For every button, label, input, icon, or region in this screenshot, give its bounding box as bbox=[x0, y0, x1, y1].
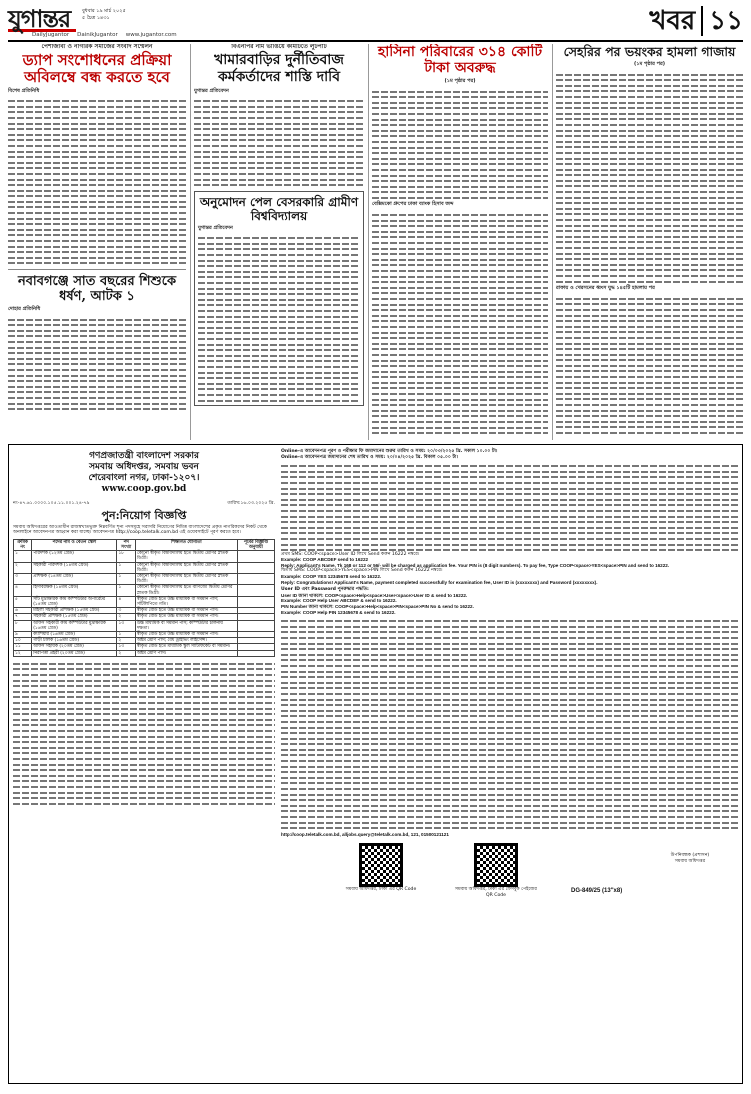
post-name: সহকারী পরিদর্শক (১৪তম গ্রেড) bbox=[32, 562, 117, 573]
post-count: ৩ bbox=[117, 608, 136, 614]
ad-footer bbox=[281, 843, 739, 903]
table-header-cell: শিক্ষাগত যোগ্যতা bbox=[135, 539, 237, 550]
story-body-text bbox=[372, 211, 548, 435]
ad-code: DG-849/25 (13"x8) bbox=[571, 888, 623, 895]
post-count: ১ bbox=[117, 574, 136, 585]
row-number: ১২ bbox=[14, 650, 32, 656]
masthead bbox=[8, 6, 743, 42]
date-bangla: ৫ চৈত্র ১৪৩১ bbox=[82, 15, 110, 21]
lost-userid-example: Example: COOP Help User ABCDEF & send to 16222. bbox=[281, 598, 397, 604]
sms-second: দ্বিতীয় SMS: COOP<space>YES<space>PIN লিখে Send করুন 16222 নম্বরে। bbox=[281, 568, 443, 574]
story-body-text bbox=[8, 97, 186, 265]
post-count: ১৮ bbox=[117, 551, 136, 562]
table-row bbox=[14, 585, 275, 596]
sms-first: প্রথম SMS: COOP<space>User ID লিখে Send করুন 16222 নম্বরে। bbox=[281, 551, 420, 557]
story-body-text bbox=[8, 316, 186, 411]
news-column-center-left bbox=[194, 44, 364, 440]
ad-memo: নং-৪৭.৬১.০০০০.১০৫.১১.০০১.২৪-৭৯ bbox=[13, 501, 90, 506]
story-body-text bbox=[556, 71, 743, 284]
table-row bbox=[14, 551, 275, 562]
date-block bbox=[82, 8, 152, 22]
story-body-text bbox=[556, 295, 743, 435]
row-number: ৩ bbox=[14, 574, 32, 585]
qr-code-icon bbox=[474, 843, 518, 887]
row-number: ৮ bbox=[14, 620, 32, 631]
post-name: মহিলা সহকারী প্রশিক্ষক (১৫তম গ্রেড) bbox=[32, 608, 117, 614]
news-area bbox=[8, 44, 743, 440]
story-kicker: বিএনপির নাম ভাঙিয়ে কমিটিতে লুটপাট bbox=[231, 44, 327, 50]
post-name: সহকারী প্রশিক্ষক (১৫তম গ্রেড) bbox=[32, 614, 117, 620]
signer-office: সমবায় অধিদপ্তর bbox=[674, 858, 706, 864]
story-body-text bbox=[194, 97, 364, 187]
row-number: ৯ bbox=[14, 632, 32, 638]
post-count: ১ bbox=[117, 562, 136, 573]
post-qualification: স্বীকৃত বোর্ড হতে উচ্চ মাধ্যমিক বা সমমান পাস। bbox=[135, 608, 237, 614]
story-body-text bbox=[372, 88, 548, 200]
post-name: অফিস সহায়ক (২০তম গ্রেড) bbox=[32, 644, 117, 650]
row-number: ২ bbox=[14, 562, 32, 573]
ad-government: গণপ্রজাতন্ত্রী বাংলাদেশ সরকার bbox=[89, 451, 199, 461]
row-number: ৪ bbox=[14, 585, 32, 596]
post-name: পরিদর্শক (১২তম গ্রেড) bbox=[32, 551, 117, 562]
story-subhead: বেক্সিমকো গ্রুপের ঢাকা ব্যাংক হিসাব জব্দ bbox=[372, 201, 454, 208]
story-byline: যুগান্তর প্রতিবেদন bbox=[194, 87, 229, 94]
row-number: ১১ bbox=[14, 644, 32, 650]
news-column-left bbox=[8, 44, 186, 440]
post-count: ১৩ bbox=[117, 644, 136, 650]
post-count: ৪ bbox=[117, 596, 136, 607]
qr-code-icon bbox=[359, 843, 403, 887]
sms-first-example: Example: COOP ABCDEF send to 16222 bbox=[281, 557, 369, 563]
post-qualification: স্বীকৃত বোর্ড হতে মাধ্যমিক স্কুল সার্টিফিকেট বা সমমান। bbox=[135, 644, 237, 650]
post-name: প্রশিক্ষক (১৪তম গ্রেড) bbox=[32, 574, 117, 585]
ad-website[interactable]: www.coop.gov.bd bbox=[101, 484, 187, 494]
table-header-cell: ক্রমিক নং bbox=[14, 539, 32, 550]
website-link[interactable]: www.jugantor.com bbox=[125, 32, 177, 38]
table-row bbox=[14, 650, 275, 656]
post-count: ২ bbox=[117, 650, 136, 656]
post-previous-note bbox=[237, 574, 274, 585]
ad-address: শেরেবাংলা নগর, ঢাকা-১২০৭। bbox=[88, 473, 200, 483]
post-previous-note bbox=[237, 620, 274, 631]
post-name: সাঁট মুদ্রাক্ষরিক কাম কম্পিউটার অপারেটর (১৪তম গ্রেড) bbox=[32, 596, 117, 607]
ad-memo-row bbox=[13, 501, 275, 507]
post-count: ২ bbox=[117, 614, 136, 620]
story-subhead: রাফায় ও খেরসনের ধ্বংস যুদ্ধ ১৪৫টি হামলায় পর bbox=[556, 285, 655, 292]
row-number: ১ bbox=[14, 551, 32, 562]
ad-conditions-text bbox=[13, 660, 275, 805]
post-qualification: কোনো স্বীকৃত বিশ্ববিদ্যালয় হতে বাণিজ্যে দ্বিতীয় শ্রেণির স্নাতক ডিগ্রী। bbox=[135, 585, 237, 596]
ad-left-column bbox=[13, 451, 275, 805]
table-row bbox=[14, 620, 275, 631]
ad-intro: সমবায় অধিদপ্তরের আওতাধীন রাজস্বখাতভুক্ত নিম্নবর্ণিত শূন্য পদসমূহে সরাসরি নিয়োগের নিমিত্ত বাংলাদেশের প্রকৃত নাগরিকদের নিকট থেকে অনলাইনে আবেদনপত্র আহ্বান করা যাচ্ছে। আবেদনপত্র http://coop.teletalk.com.bd এই ওয়েবসাইটে পূরণ করতে হবে। bbox=[13, 524, 267, 536]
post-previous-note bbox=[237, 650, 274, 656]
ad-date: তারিখ:১৬.০৩.২০২৫ খ্রি. bbox=[227, 501, 275, 506]
qr-caption: সমবায় অধিদপ্তর, ঢাকা এর ফেসবুক পেইজের QR Code bbox=[455, 887, 537, 898]
date-gregorian: বুধবার ১৯ মার্চ ২০২৫ bbox=[82, 8, 126, 14]
post-name: হিসাবরক্ষক (১৪তম গ্রেড) bbox=[32, 585, 117, 596]
social-link[interactable]: DainikJugantor bbox=[77, 32, 118, 38]
sms-second-reply: Reply: Congratulations! Applicant's Name, payment completed successfully for examination fee, User ID is (xxxxxxxx) and Password (xxxxxxxx). bbox=[281, 579, 598, 585]
contact-info[interactable]: http://coop.teletalk.com.bd, alljobs.query@teletalk.com.bd, 121, 01500121121 bbox=[281, 831, 449, 837]
story-box bbox=[194, 191, 364, 406]
post-qualification: কোনো স্বীকৃত বিশ্ববিদ্যালয় হতে দ্বিতীয় শ্রেণির স্নাতক ডিগ্রী। bbox=[135, 562, 237, 573]
post-qualification: কোনো স্বীকৃত বিশ্ববিদ্যালয় হতে দ্বিতীয় শ্রেণির স্নাতক ডিগ্রী। bbox=[135, 574, 237, 585]
table-row bbox=[14, 562, 275, 573]
ad-right-column bbox=[281, 449, 739, 903]
qr-block bbox=[341, 843, 421, 893]
section-name: খবর bbox=[649, 6, 696, 36]
post-count: ১ bbox=[117, 585, 136, 596]
row-number: ৬ bbox=[14, 608, 32, 614]
post-qualification: অষ্টম শ্রেণি পাস। bbox=[135, 650, 237, 656]
story-byline: দোহার প্রতিনিধি bbox=[8, 306, 41, 312]
post-count: ১ bbox=[117, 632, 136, 638]
post-previous-note bbox=[237, 551, 274, 562]
qr-block bbox=[451, 843, 541, 898]
row-number: ৫ bbox=[14, 596, 32, 607]
sms-first-reply: Reply: Applicant's Name, Tk 168 or 112 or 56/- will be charged as application fee. Your PIN is (8 digit numbers). To pay fee, Type COOP<space>YES<space>PIN and send to 16222. bbox=[281, 562, 670, 568]
story-byline: বিশেষ প্রতিনিধি bbox=[8, 87, 40, 94]
signer-title: উপনিবন্ধক (প্রশাসন) bbox=[670, 853, 710, 859]
story-byline: (১ম পৃষ্ঠার পর) bbox=[444, 78, 476, 84]
post-count: ২ bbox=[117, 638, 136, 644]
social-link[interactable]: DailyJugantor bbox=[32, 32, 70, 38]
post-qualification: স্বীকৃত বোর্ড হতে উচ্চ মাধ্যমিক বা সমমান পাস। bbox=[135, 614, 237, 620]
story-headline: নবাবগঞ্জে সাত বছরের শিশুকে ধর্ষণ, আটক ১ bbox=[17, 274, 177, 304]
posts-table-header bbox=[14, 539, 275, 550]
lost-pin-example: Example: COOP Help PIN 12345678 & send to 16222. bbox=[281, 609, 396, 615]
post-count: ১৩ bbox=[117, 620, 136, 631]
online-end: Online-এ আবেদনপত্র জমাদানের শেষ তারিখ ও সময়: ২০/০৪/২০২৫ খ্রি. বিকাল ০৫.০০ টা। bbox=[281, 454, 458, 460]
post-name: ক্যাশিয়ার (১৬তম গ্রেড) bbox=[32, 632, 117, 638]
post-previous-note bbox=[237, 562, 274, 573]
ad-office: সমবায় অধিদপ্তর, সমবায় ভবন bbox=[89, 462, 199, 472]
recruitment-advertisement bbox=[8, 444, 743, 1084]
post-qualification: স্বীকৃত বোর্ড হতে উচ্চ মাধ্যমিক বা সমমান পাস; সাঁটলিপিতে গতি। bbox=[135, 596, 237, 607]
qr-caption: সমবায় অধিদপ্তর, ঢাকা এর QR Code bbox=[345, 887, 417, 893]
lost-pin: PIN Number জানা থাকলে: COOP<space>Help<space>PIN<space>PIN No & send to 16222. bbox=[281, 604, 474, 610]
post-name: গাড়ী চালক (১৬তম গ্রেড) bbox=[32, 638, 117, 644]
story-headline: খামারবাড়ির দুর্নীতিবাজ কর্মকর্তাদের শাস্তি দাবি bbox=[214, 51, 344, 85]
lost-userid: User ID জানা থাকলে: COOP<space>Help<space>User<space>User ID & send to 16222. bbox=[281, 592, 468, 598]
newspaper-logo: যুগান্তর bbox=[8, 6, 76, 32]
post-name: নিরাপত্তা প্রহরী (২০তম গ্রেড) bbox=[32, 650, 117, 656]
table-row bbox=[14, 574, 275, 585]
post-qualification: অষ্টম শ্রেণি পাস; বৈধ ড্রাইভিং লাইসেন্স। bbox=[135, 638, 237, 644]
story-headline: হাসিনা পরিবারের ৩১৪ কোটি টাকা অবরুদ্ধ bbox=[377, 44, 543, 76]
table-header-cell: পদ সংখ্যা bbox=[117, 539, 136, 550]
social-links bbox=[32, 32, 177, 38]
post-qualification: উচ্চ মাধ্যমিক বা সমমান পাস; কম্পিউটার চালনায় দক্ষতা। bbox=[135, 620, 237, 631]
table-header-cell: পূর্বের বিজ্ঞপ্তি অনুযায়ী bbox=[237, 539, 274, 550]
row-number: ১০ bbox=[14, 638, 32, 644]
story-byline: যুগান্তর প্রতিবেদন bbox=[198, 224, 233, 231]
instructions-text bbox=[281, 617, 739, 830]
story-kicker: পেশাজীবী ও নাগরিক সমাজের সংবাদ সম্মেলন bbox=[41, 44, 153, 50]
news-column-right bbox=[556, 44, 743, 440]
ad-title: পুন:নিয়োগ বিজ্ঞপ্তি bbox=[101, 508, 187, 522]
row-number: ৭ bbox=[14, 614, 32, 620]
signature-block bbox=[645, 853, 735, 864]
section-tag bbox=[649, 6, 743, 36]
page-number: ১১ bbox=[701, 6, 743, 36]
table-header-cell: পদের নাম ও বেতন স্কেল bbox=[32, 539, 117, 550]
post-previous-note bbox=[237, 585, 274, 596]
story-headline: সেহরির পর ভয়ংকর হামলা গাজায় bbox=[563, 44, 736, 59]
sms-second-example: Example: COOP YES 12345678 send to 16222. bbox=[281, 574, 382, 580]
posts-table bbox=[13, 539, 275, 657]
story-headline: অনুমোদন পেল বেসরকারি গ্রামীণ বিশ্ববিদ্যালয় bbox=[199, 194, 359, 223]
news-column-center-right bbox=[372, 44, 548, 440]
online-start: Online-এ আবেদনপত্র পূরণ ও পরীক্ষার ফি জমাদানের শুরুর তারিখ ও সময়: ২০/০৩/২০২৫ খ্রি. সকাল ১০.০০ টা। bbox=[281, 449, 498, 454]
table-row bbox=[14, 596, 275, 607]
instructions-text bbox=[281, 462, 739, 552]
post-name: অফিস সহকারী কাম কম্পিউটার মুদ্রাক্ষরিক (১৬তম গ্রেড) bbox=[32, 620, 117, 631]
post-qualification: কোনো স্বীকৃত বিশ্ববিদ্যালয় হতে দ্বিতীয় শ্রেণির স্নাতক ডিগ্রী। bbox=[135, 551, 237, 562]
lost-credentials: User ID এবং Password পুনরুদ্ধার পদ্ধতি: bbox=[281, 587, 369, 593]
post-previous-note bbox=[237, 596, 274, 607]
story-body-text bbox=[198, 234, 360, 402]
post-qualification: স্বীকৃত বোর্ড হতে উচ্চ মাধ্যমিক বা সমমান পাস। bbox=[135, 632, 237, 638]
story-byline: (১ম পৃষ্ঠার পর) bbox=[633, 61, 666, 67]
story-headline: ড্যাপ সংশোধনের প্রক্রিয়া অবিলম্বে বন্ধ করতে হবে bbox=[22, 50, 172, 86]
